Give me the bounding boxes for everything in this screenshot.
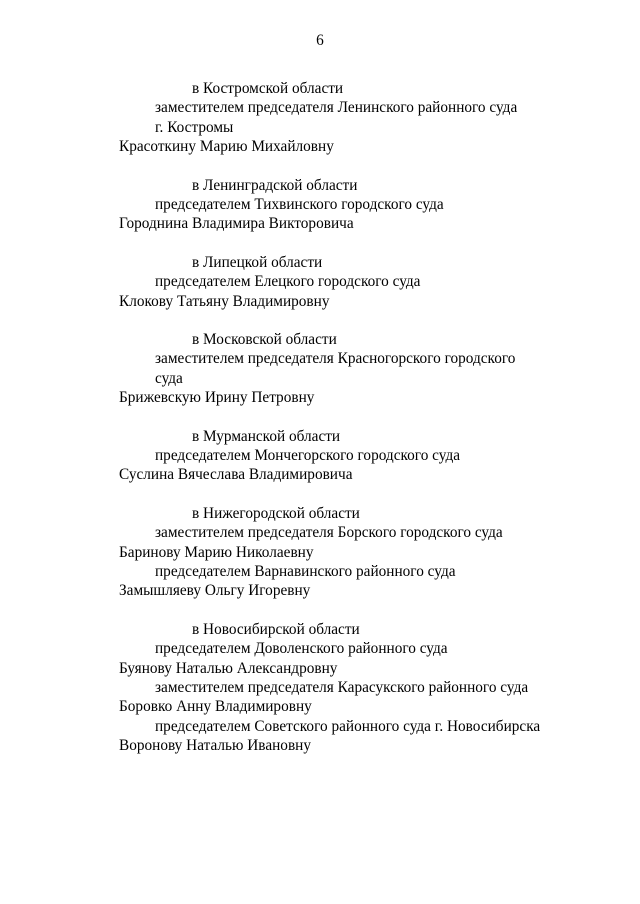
position-line: заместителем председателя Ленинского районного суда bbox=[155, 99, 518, 117]
position-line: председателем Доволенского районного суда bbox=[155, 640, 448, 658]
person-name: Брижевскую Ирину Петровну bbox=[119, 389, 315, 407]
position-line: председателем Мончегорского городского суда bbox=[155, 447, 461, 464]
person-name: Замышляеву Ольгу Игоревну bbox=[119, 582, 311, 600]
page-number: 6 bbox=[316, 32, 324, 49]
person-name: Воронову Наталью Ивановну bbox=[119, 737, 312, 755]
position-line: председателем Елецкого городского суда bbox=[155, 273, 421, 291]
person-name: Боровко Анну Владимировну bbox=[119, 698, 312, 716]
position-line: заместителем председателя Карасукского районного суда bbox=[155, 679, 529, 696]
position-line: г. Костромы bbox=[155, 118, 234, 136]
position-line: председателем Советского районного суда г. Новосибирска bbox=[155, 717, 541, 735]
person-name: Городнина Владимира Викторовича bbox=[119, 215, 354, 233]
region-heading: в Костромской области bbox=[192, 80, 344, 97]
position-line: председателем Варнавинского районного суда bbox=[155, 563, 456, 580]
person-name: Баринову Марию Николаевну bbox=[119, 543, 314, 561]
person-name: Красоткину Марию Михайловну bbox=[119, 138, 334, 156]
region-heading: в Новосибирской области bbox=[192, 620, 360, 638]
position-line: заместителем председателя Красногорского городского bbox=[155, 350, 516, 368]
position-line: суда bbox=[155, 369, 183, 387]
region-heading: в Нижегородской области bbox=[192, 504, 360, 522]
region-heading: в Липецкой области bbox=[192, 253, 323, 271]
person-name: Суслина Вячеслава Владимировича bbox=[119, 466, 353, 484]
region-heading: в Московской области bbox=[192, 331, 337, 348]
person-name: Буянову Наталью Александровну bbox=[119, 659, 338, 677]
region-heading: в Ленинградской области bbox=[192, 176, 358, 194]
position-line: заместителем председателя Борского городского суда bbox=[155, 524, 503, 542]
region-heading: в Мурманской области bbox=[192, 427, 341, 445]
person-name: Клокову Татьяну Владимировну bbox=[119, 292, 330, 310]
position-line: председателем Тихвинского городского суда bbox=[155, 196, 444, 213]
